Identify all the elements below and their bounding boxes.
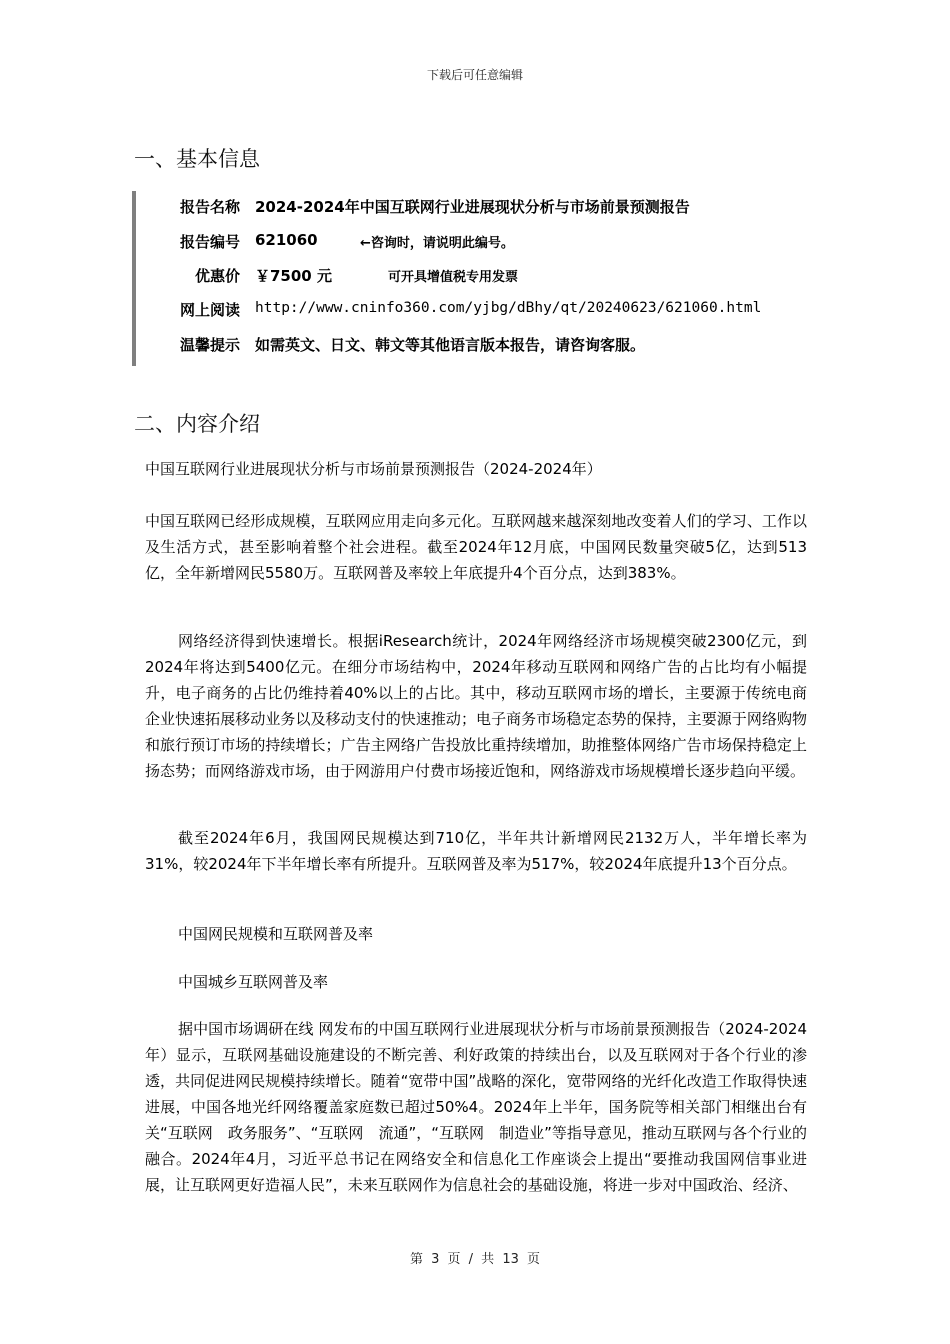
page-footer: 第 3 页 / 共 13 页 bbox=[410, 1252, 540, 1267]
intro-paragraph-3: 截至2024年6月，我国网民规模达到710亿，半年共计新增网民2132万人，半年增长率为31%，较2024年下半年增长率有所提升。互联网普及率为517%，较2024年底提升13个百分点。 bbox=[145, 829, 807, 873]
report-name-label: 报告名称 bbox=[179, 198, 240, 216]
header-note: 下载后可任意编辑 bbox=[426, 68, 523, 82]
report-name-value: 2024-2024年中国互联网行业进展现状分析与市场前景预测报告 bbox=[255, 198, 690, 216]
price-label: 优惠价 bbox=[194, 267, 240, 285]
report-code-label: 报告编号 bbox=[179, 233, 240, 251]
tip-label: 温馨提示 bbox=[179, 336, 240, 354]
tip-value: 如需英文、日文、韩文等其他语言版本报告，请咨询客服。 bbox=[255, 336, 646, 354]
info-left-bar bbox=[132, 191, 136, 366]
intro-paragraph-1: 中国互联网已经形成规模，互联网应用走向多元化。互联网越来越深刻地改变着人们的学习、工作以及生活方式，甚至影响着整个社会进程。截至2024年12月底，中国网民数量突破5亿，达到513亿，全年新增网民5580万。互联网普及率较上年底提升4个百分点，达到383%。 bbox=[145, 512, 807, 582]
figure-caption-2: 中国城乡互联网普及率 bbox=[178, 973, 329, 991]
online-read-link[interactable]: http://www.cninfo360.com/yjbg/dBhy/qt/20240623/621060.html bbox=[255, 300, 762, 316]
section-title-basic-info: 一、基本信息 bbox=[134, 147, 260, 171]
invoice-note: 可开具增值税专用发票 bbox=[388, 270, 519, 285]
report-title-paragraph: 中国互联网行业进展现状分析与市场前景预测报告（2024-2024年） bbox=[145, 460, 602, 478]
figure-caption-1: 中国网民规模和互联网普及率 bbox=[178, 925, 374, 943]
intro-paragraph-2: 网络经济得到快速增长。根据iResearch统计，2024年网络经济市场规模突破2300亿元，到2024年将达到5400亿元。在细分市场结构中，2024年移动互联网和网络广告的占比均有小幅提升，电子商务的占比仍维持着40%以上的占比。其中，移动互联网市场的增长，主要源于传统电商企业快速拓展移动业务以及移动支付的快速推动；电子商务市场稳定态势的保持，主要源于网络购物和旅行预订市场的持续增长；广告主网络广告投放比重持续增加，助推整体网络广告市场保持稳定上扬态势；而网络游戏市场，由于网游用户付费市场接近饱和，网络游戏市场规模增长逐步趋向平缓。 bbox=[145, 632, 807, 780]
intro-paragraph-4: 据中国市场调研在线 网发布的中国互联网行业进展现状分析与市场前景预测报告（2024-2024年）显示，互联网基础设施建设的不断完善、利好政策的持续出台，以及互联网对于各个行业的渗透，共同促进网民规模持续增长。随着“宽带中国”战略的深化，宽带网络的光纤化改造工作取得快速进展，中国各地光纤网络覆盖家庭数已超过50%4。2024年上半年，国务院等相关部门相继出台有关“互联网 政务服务”、“互联网 流通”，“互联网 制造业”等指导意见，推动互联网与各个行业的融合。2024年4月，习近平总书记在网络安全和信息化工作座谈会上提出“要推动我国网信事业进展，让互联网更好造福人民”，未来互联网作为信息社会的基础设施，将进一步对中国政治、经济、 bbox=[145, 1020, 807, 1194]
price-value: ￥7500 元 bbox=[255, 267, 332, 285]
section-title-content-intro: 二、内容介绍 bbox=[134, 412, 260, 436]
report-code-note: ←咨询时，请说明此编号。 bbox=[360, 236, 514, 251]
report-code-value: 621060 bbox=[255, 231, 318, 249]
online-read-label: 网上阅读 bbox=[179, 301, 240, 319]
